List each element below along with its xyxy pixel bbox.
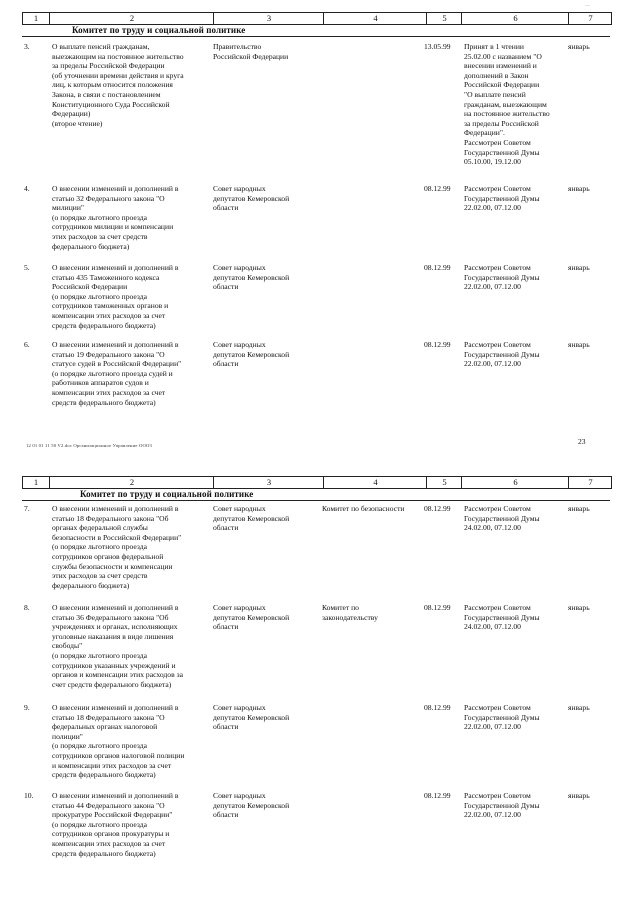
planned-month: январь xyxy=(568,42,590,51)
co-committee: Комитет по безопасности xyxy=(322,504,405,513)
submission-date: 08.12.99 xyxy=(424,340,451,349)
bill-title: О внесении изменений и дополнений в статью 19 Федерального закона "О статусе судей в Российской Федерации" (о порядке льготного проезда судей и работников аппаратов судов и компенсации этих расходов за счет средств федерального бюджета) xyxy=(52,340,182,407)
column-number-4: 4 xyxy=(323,13,427,24)
planned-month: январь xyxy=(568,504,590,513)
bill-title: О внесении изменений и дополнений в статью 36 Федерального закона "Об учреждениях и органах, исполняющих уголовные наказания в виде лишения свободы" (о порядке льготного проезда сотрудников указанных учреждений и органов и компенсации этих расходов за счет средств федерального бюджета) xyxy=(52,603,183,689)
bill-status: Рассмотрен Советом Государственной Думы 22.02.00, 07.12.00 xyxy=(464,263,540,292)
bill-status: Рассмотрен Советом Государственной Думы 22.02.00, 07.12.00 xyxy=(464,340,540,369)
bill-title: О внесении изменений и дополнений в статью 44 Федерального закона "О прокуратуре Российской Федерации" (о порядке льготного проезда сотрудников органов прокуратуры и компенсации этих расходов за счет средств федерального бюджета) xyxy=(52,791,179,858)
bill-title: О выплате пенсий гражданам, выезжающим на постоянное жительство за пределы Российской Федерации (об уточнении времени действия и круга лиц, к которым относится положения Закона, в связи с постановлением Конституционного Суда Российской Федерации) (второе чтение) xyxy=(52,42,184,128)
row-number: 8. xyxy=(24,603,30,612)
bill-status: Рассмотрен Советом Государственной Думы 22.02.00, 07.12.00 xyxy=(464,791,540,820)
page-number: 23 xyxy=(578,437,586,446)
bill-status: Рассмотрен Советом Государственной Думы 24.02.00, 07.12.00 xyxy=(464,504,540,533)
bill-status: Принят в 1 чтении 25.02.00 с названием "О внесении изменений и дополнений в Закон Российской Федерации "О выплате пенсий гражданам, выезжающим на постоянное жительство за пределы Российской Федерации". Рассмотрен Советом Государственной Думы 05.10.00, 19.12.00 xyxy=(464,42,550,167)
row-number: 4. xyxy=(24,184,30,193)
column-number-4: 4 xyxy=(323,477,427,488)
column-number-5: 5 xyxy=(426,477,462,488)
co-committee: Комитет по законодательству xyxy=(322,603,378,622)
bill-status: Рассмотрен Советом Государственной Думы 24.02.00, 07.12.00 xyxy=(464,603,540,632)
column-number-5: 5 xyxy=(426,13,462,24)
column-number-1: 1 xyxy=(33,477,39,487)
planned-month: январь xyxy=(568,703,590,712)
submission-date: 08.12.99 xyxy=(424,504,451,513)
bill-author: Совет народных депутатов Кемеровской области xyxy=(213,791,290,820)
submission-date: 13.05.99 xyxy=(424,42,451,51)
bill-author: Совет народных депутатов Кемеровской области xyxy=(213,603,290,632)
bill-author: Совет народных депутатов Кемеровской области xyxy=(213,263,290,292)
submission-date: 08.12.99 xyxy=(424,184,451,193)
section-title: Комитет по труду и социальной политике xyxy=(72,25,246,35)
planned-month: январь xyxy=(568,340,590,349)
column-number-1: 1 xyxy=(33,13,39,23)
submission-date: 08.12.99 xyxy=(424,263,451,272)
column-number-7: 7 xyxy=(568,13,612,24)
planned-month: январь xyxy=(568,791,590,800)
bill-author: Совет народных депутатов Кемеровской области xyxy=(213,340,290,369)
bill-title: О внесении изменений и дополнений в статью 18 Федерального закона "Об органах федеральной службы безопасности в Российской Федерации" (о порядке льготного проезда сотрудников органов федеральной службы безопасности и компенсации этих расходов за счет средств федерального бюджета) xyxy=(52,504,182,590)
planned-month: январь xyxy=(568,263,590,272)
submission-date: 08.12.99 xyxy=(424,703,451,712)
row-number: 10. xyxy=(24,791,34,800)
column-number-3: 3 xyxy=(213,477,324,488)
row-number: 9. xyxy=(24,703,30,712)
row-number: 3. xyxy=(24,42,30,51)
bill-title: О внесении изменений и дополнений в статью 18 Федерального закона "О федеральных органах налоговой полиции" (о порядке льготного проезда сотрудников органов налоговой полиции и компенсации этих расходов за счет средств федерального бюджета) xyxy=(52,703,185,780)
planned-month: январь xyxy=(568,184,590,193)
submission-date: 08.12.99 xyxy=(424,603,451,612)
planned-month: январь xyxy=(568,603,590,612)
column-number-3: 3 xyxy=(213,13,324,24)
bill-author: Совет народных депутатов Кемеровской области xyxy=(213,504,290,533)
bill-title: О внесении изменений и дополнений в статью 32 Федерального закона "О милиции" (о порядке льготного проезда сотрудников милиции и компенсации этих расходов за счет средств федерального бюджета) xyxy=(52,184,179,251)
column-header-row xyxy=(22,476,612,489)
column-number-6: 6 xyxy=(461,13,569,24)
bill-author: Правительство Российской Федерации xyxy=(213,42,289,61)
document-footer: 12 01 01 11 50 V2.doc Организационное Управление ООО3 xyxy=(26,443,153,448)
section-divider xyxy=(22,500,610,501)
bill-status: Рассмотрен Советом Государственной Думы 22.02.00, 07.12.00 xyxy=(464,703,540,732)
column-number-2: 2 xyxy=(49,477,214,488)
column-number-6: 6 xyxy=(461,477,569,488)
column-number-7: 7 xyxy=(568,477,612,488)
bill-author: Совет народных депутатов Кемеровской области xyxy=(213,184,290,213)
row-number: 5. xyxy=(24,263,30,272)
bill-status: Рассмотрен Советом Государственной Думы 22.02.00, 07.12.00 xyxy=(464,184,540,213)
row-number: 7. xyxy=(24,504,30,513)
scan-edge-mark: — xyxy=(585,4,590,9)
section-title: Комитет по труду и социальной политике xyxy=(80,489,254,499)
bill-author: Совет народных депутатов Кемеровской области xyxy=(213,703,290,732)
row-number: 6. xyxy=(24,340,30,349)
submission-date: 08.12.99 xyxy=(424,791,451,800)
bill-title: О внесении изменений и дополнений в статью 435 Таможенного кодекса Российской Федерации (о порядке льготного проезда сотрудников таможенных органов и компенсации этих расходов за счет средств федерального бюджета) xyxy=(52,263,179,330)
column-number-2: 2 xyxy=(49,13,214,24)
